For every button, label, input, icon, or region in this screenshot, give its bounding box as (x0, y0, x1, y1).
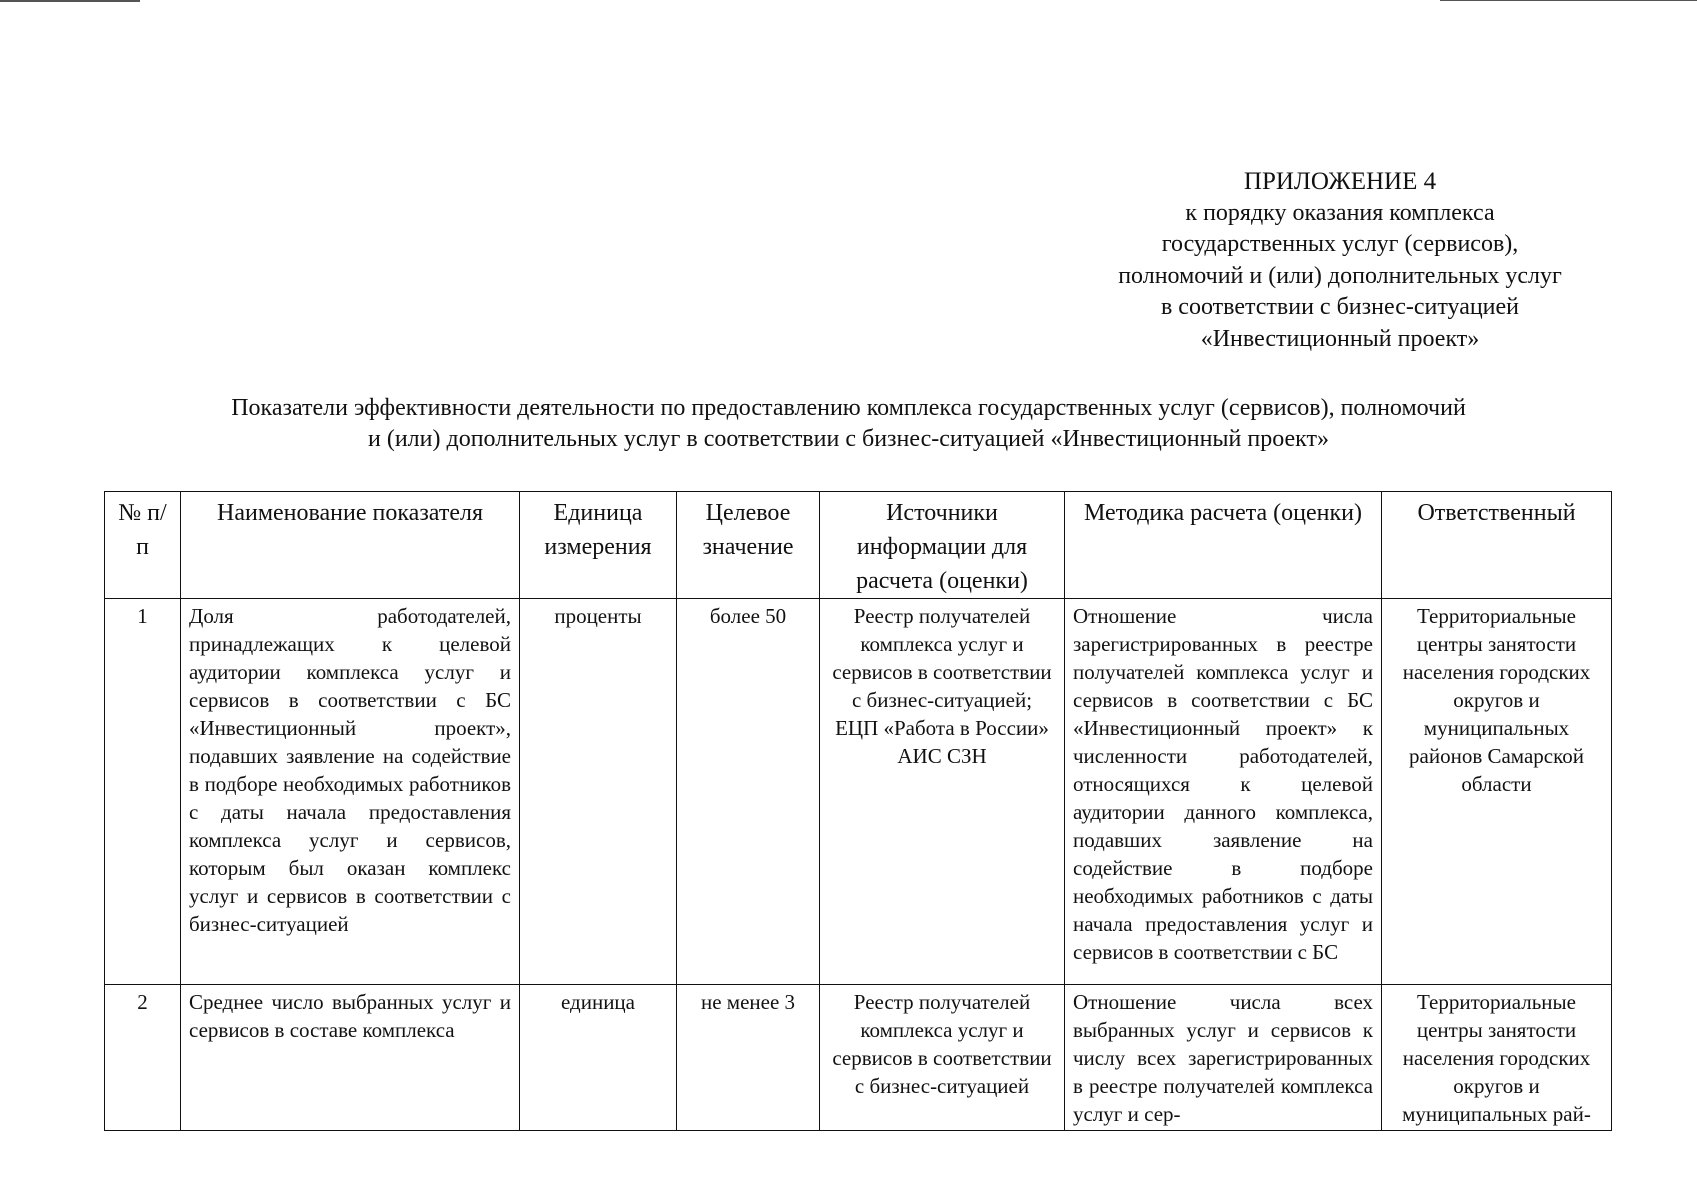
indicators-table (104, 491, 1612, 1131)
header-unit: Единица измерения (520, 492, 677, 599)
title-line: Показатели эффективности деятельности по предоставлению комплекса государственных услуг (сервисов), полномочий (231, 395, 1466, 421)
appendix-line: полномочий и (или) дополнительных услуг (1118, 262, 1562, 289)
appendix-line: «Инвестиционный проект» (1200, 325, 1480, 352)
cell-method: Отношение числа зарегистрированных в реестре получателей комплекса услуг и сервисов в соответствии с БС «Инвестиционный проект» к численности работодателей, относящихся к целевой аудитории данного комплекса, подавших заявление на содействие в подборе необходимых работников с даты начала предоставления услуг и сервисов в соответствии с БС (1065, 599, 1382, 985)
cell-responsible: Территориальные центры занятости населения городских округов и муниципальных районов Самарской области (1382, 599, 1612, 985)
cell-sources: Реестр получателей комплекса услуг и сервисов в соответствии с бизнес-ситуацией; ЕЦП «Работа в России» АИС СЗН (820, 599, 1065, 985)
cell-number: 2 (105, 985, 181, 1131)
header-responsible: Ответственный (1382, 492, 1612, 599)
header-target: Целевое значение (677, 492, 820, 599)
header-method: Методика расчета (оценки) (1065, 492, 1382, 599)
appendix-header (1050, 166, 1630, 355)
cell-unit: проценты (520, 599, 677, 985)
cell-indicator-name: Доля работодателей, принадлежащих к целевой аудитории комплекса услуг и сервисов в соответствии с БС «Инвестиционный проект», подавших заявление на содействие в подборе необходимых работников с даты начала предоставления комплекса услуг и сервисов, которым был оказан комплекс услуг и сервисов в соответствии с бизнес-ситуацией (181, 599, 520, 985)
table-row (105, 985, 1612, 1131)
cell-indicator-name: Среднее число выбранных услуг и сервисов в составе комплекса (181, 985, 520, 1131)
cell-target: не менее 3 (677, 985, 820, 1131)
cell-sources: Реестр получателей комплекса услуг и сервисов в соответствии с бизнес-ситуацией (820, 985, 1065, 1131)
header-sources: Источники информации для расчета (оценки) (820, 492, 1065, 599)
table-row (105, 599, 1612, 985)
cell-target: более 50 (677, 599, 820, 985)
header-number: № п/п (105, 492, 181, 599)
appendix-line: в соответствии с бизнес-ситуацией (1160, 294, 1520, 320)
table-header-row (105, 492, 1612, 599)
scan-edge-mark (1440, 0, 1697, 1)
appendix-line: государственных услуг (сервисов), (1161, 231, 1519, 257)
scan-edge-mark (0, 0, 140, 2)
cell-responsible: Территориальные центры занятости населения городских округов и муниципальных рай- (1382, 985, 1612, 1131)
cell-method: Отношение числа всех выбранных услуг и сервисов к числу всех зарегистрированных в реестре получателей комплекса услуг и сер- (1065, 985, 1382, 1131)
header-indicator-name: Наименование показателя (181, 492, 520, 599)
appendix-heading: ПРИЛОЖЕНИЕ 4 (1243, 168, 1437, 195)
appendix-line: к порядку оказания комплекса (1185, 199, 1495, 226)
document-title (80, 393, 1617, 455)
cell-unit: единица (520, 985, 677, 1131)
cell-number: 1 (105, 599, 181, 985)
title-line: и (или) дополнительных услуг в соответствии с бизнес-ситуацией «Инвестиционный проект» (367, 426, 1330, 452)
